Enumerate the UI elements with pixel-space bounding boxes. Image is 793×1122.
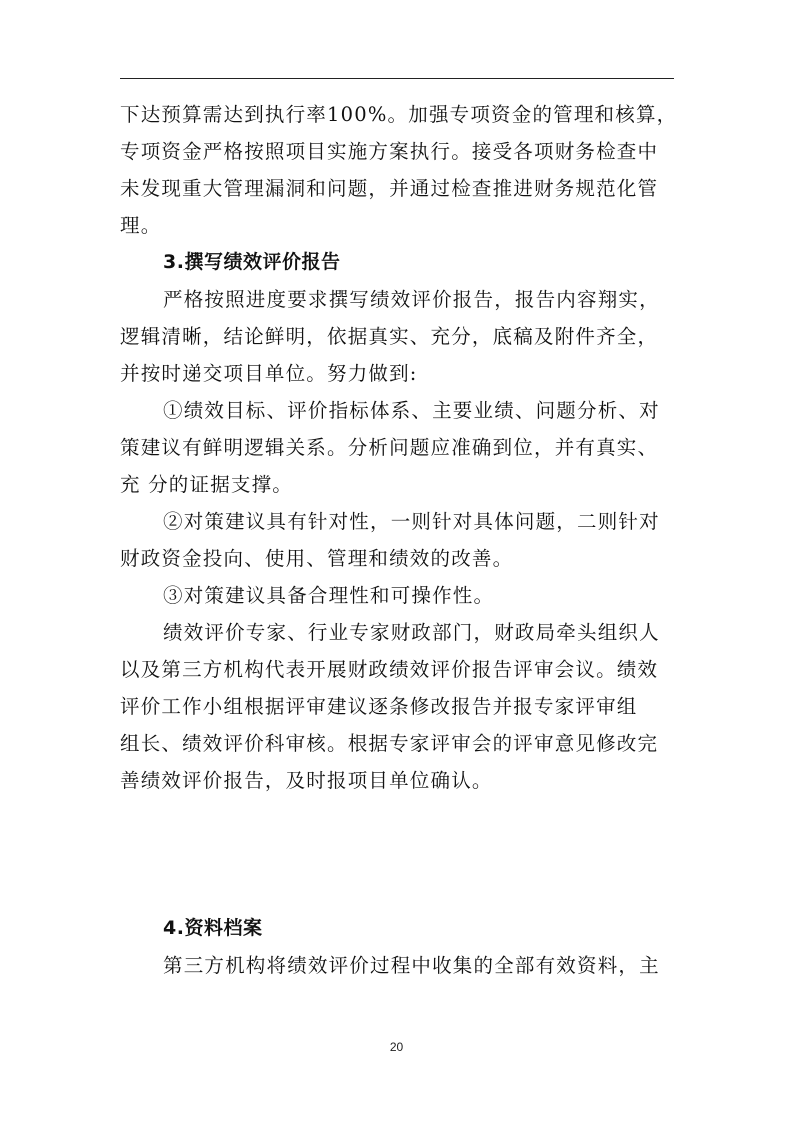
paragraph [120,614,680,799]
section-heading: 4.资料档案 [163,917,263,939]
blank-space [120,799,680,910]
text-line: ②对策建议具有针对性，一则针对具体问题，二则针对 [163,510,660,533]
text-line: 财政资金投向、使用、管理和绩效的改善。 [120,547,514,570]
paragraph [120,503,680,577]
text-line: 策建议有鲜明逻辑关系。分析问题应准确到位，并有真实、 [120,436,659,459]
text-line: ①绩效目标、评价指标体系、主要业绩、问题分析、对 [163,399,660,422]
text-line: 充 分的证据支撑。 [120,473,293,496]
text-line: 善绩效评价报告，及时报项目单位确认。 [120,769,493,792]
paragraph [120,947,680,984]
text-line: 逻辑清晰，结论鲜明，依据真实、充分，底稿及附件齐全， [120,325,659,348]
text-line: 以及第三方机构代表开展财政绩效评价报告评审会议。绩效 [120,658,659,681]
text-line: 第三方机构将绩效评价过程中收集的全部有效资料，主 [163,954,660,977]
text-line: 并按时递交项目单位。努力做到: [120,362,418,385]
paragraph [120,577,680,614]
paragraph [120,392,680,503]
text-line: 评价工作小组根据评审建议逐条修改报告并报专家评审组 [120,695,638,718]
text-line: 未发现重大管理漏洞和问题，并通过检查推进财务规范化管 [120,177,659,200]
text-line: 下达预算需达到执行率100%。加强专项资金的管理和核算， [120,103,678,126]
page-body [120,96,680,984]
text-line: 专项资金严格按照项目实施方案执行。接受各项财务检查中 [120,140,659,163]
text-line: 理。 [120,214,162,237]
page-number: 20 [389,1040,404,1054]
text-line: 绩效评价专家、行业专家财政部门，财政局牵头组织人 [163,621,660,644]
text-line: 组长、绩效评价科审核。根据专家评审会的评审意见修改完 [120,732,659,755]
paragraph [120,281,680,392]
text-line: 严格按照进度要求撰写绩效评价报告，报告内容翔实， [163,288,660,311]
section-heading: 3.撰写绩效评价报告 [163,251,341,273]
text-line: ③对策建议具备合理性和可操作性。 [163,584,495,607]
paragraph [120,96,680,244]
header-rule [120,78,674,79]
